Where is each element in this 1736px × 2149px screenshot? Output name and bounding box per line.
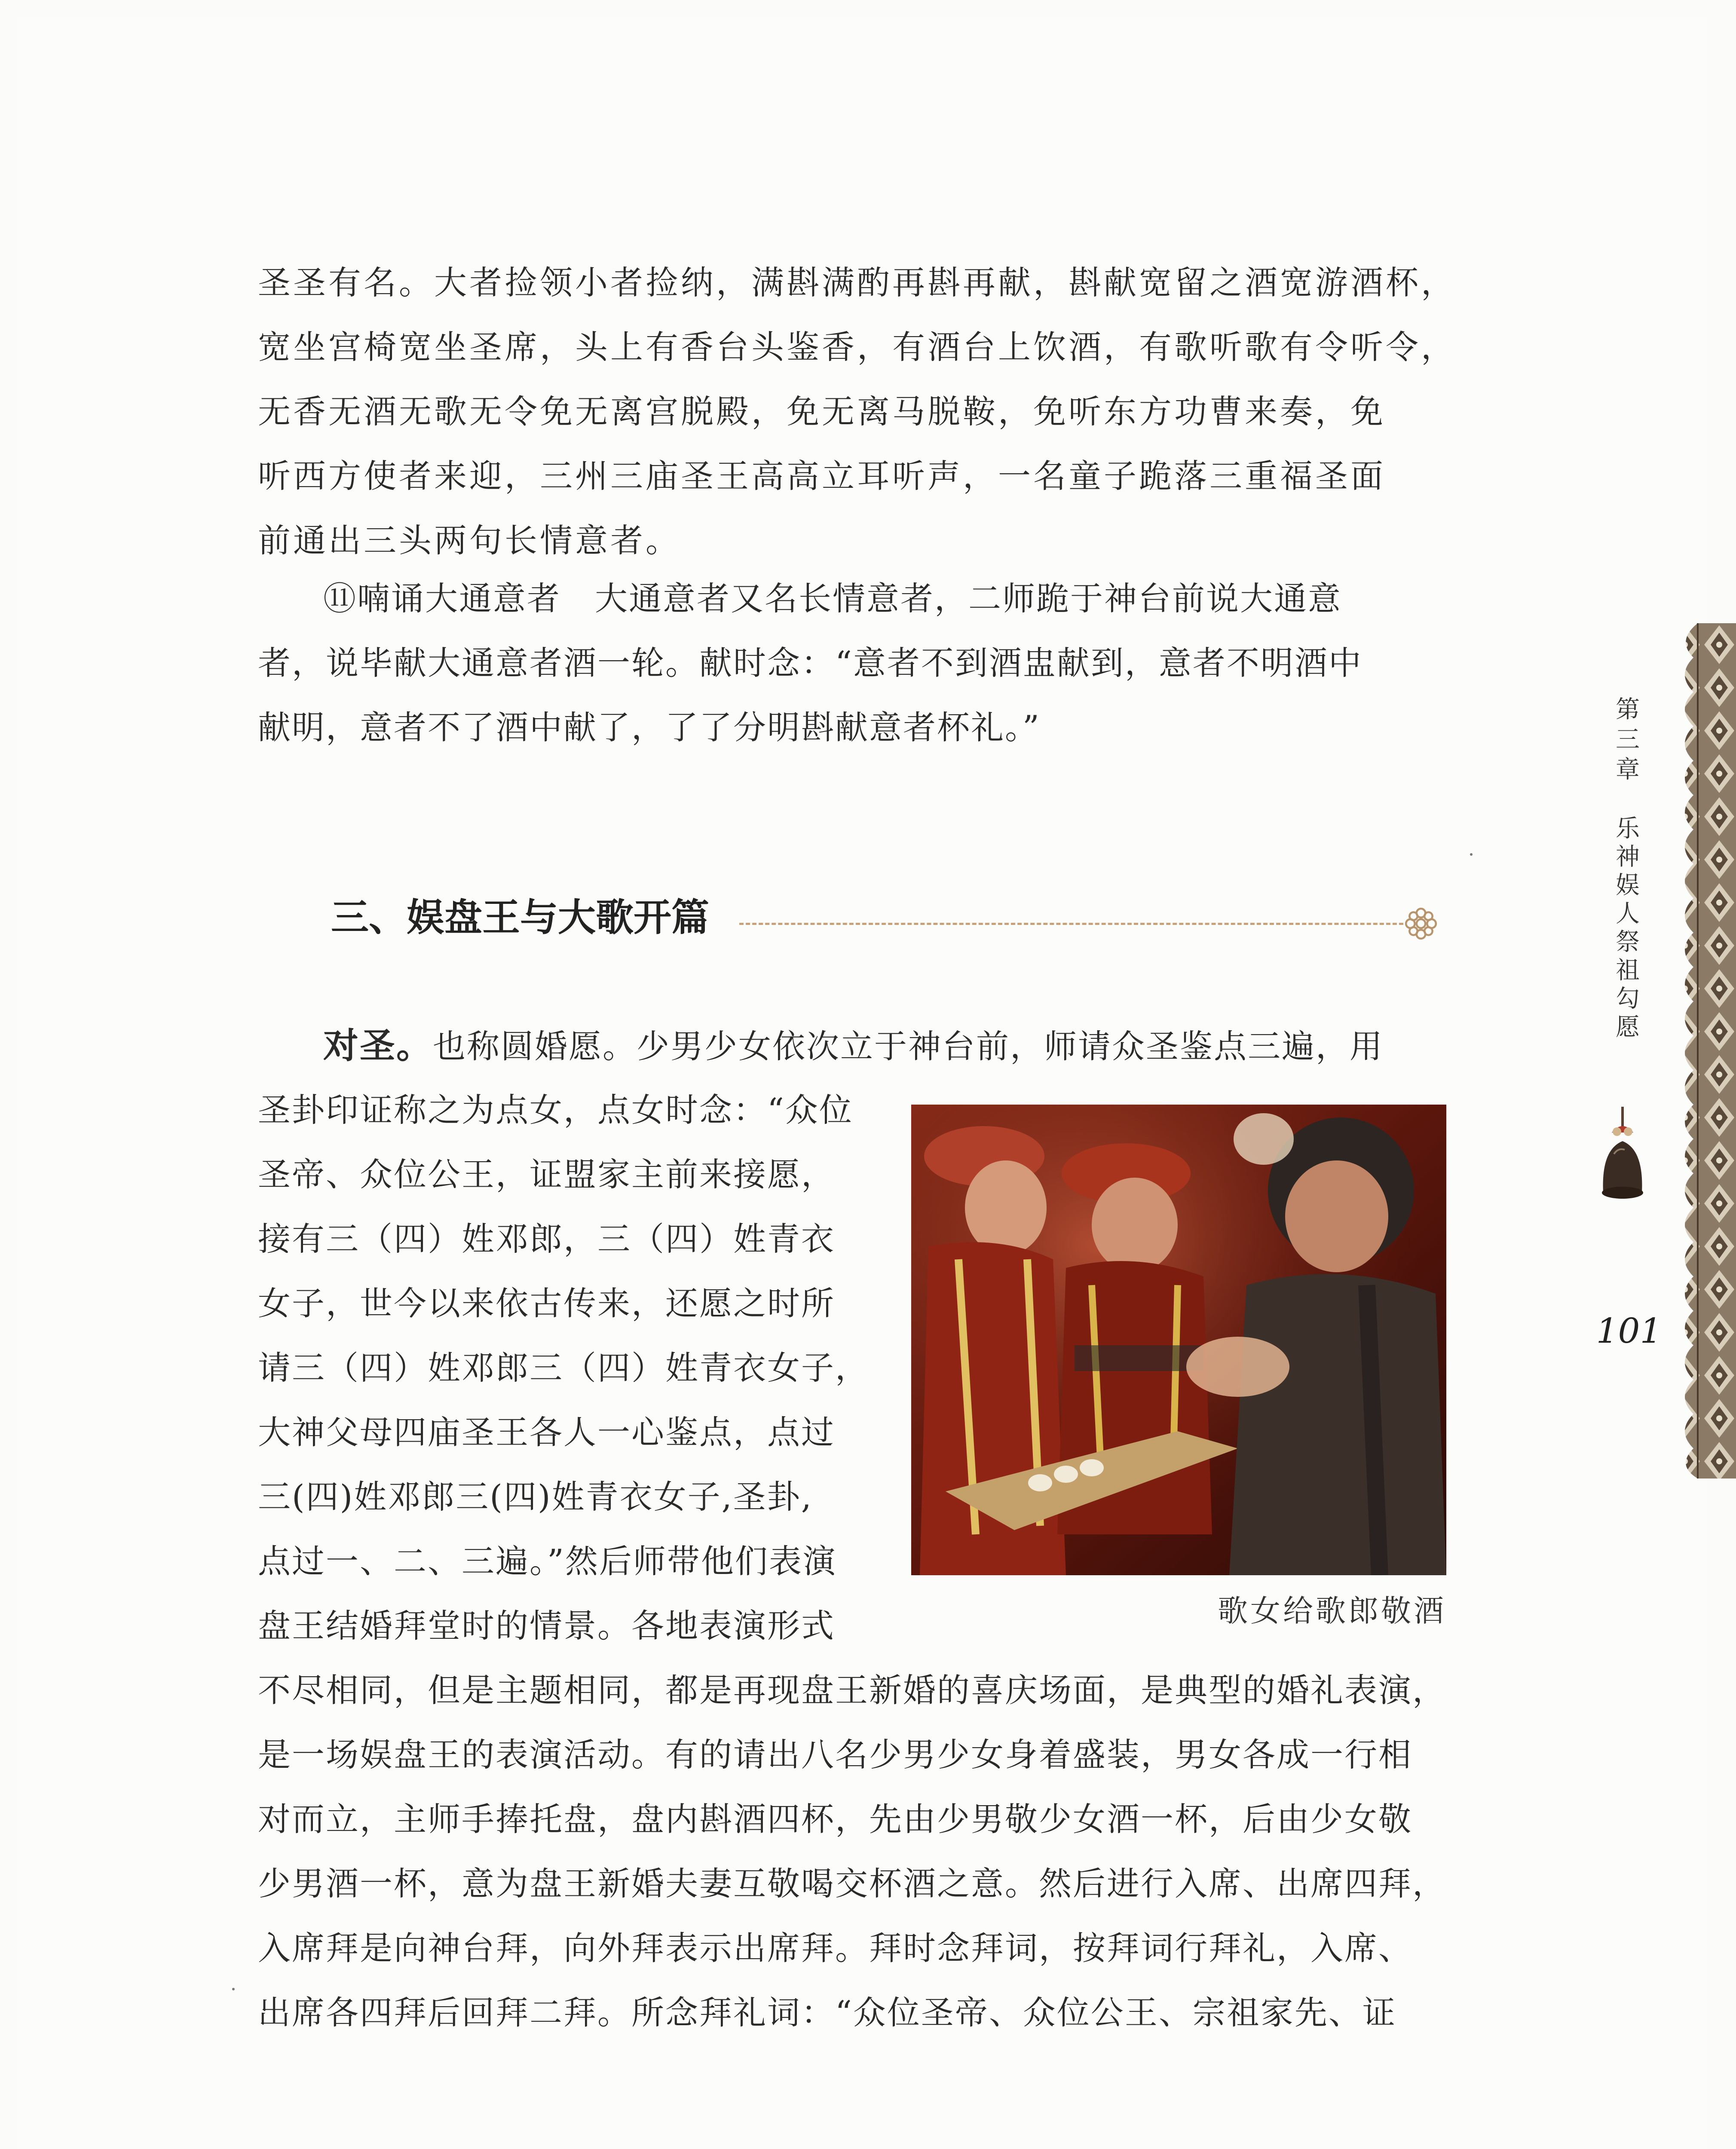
scan-speck <box>1470 853 1473 856</box>
photo-illustration <box>911 1105 1446 1575</box>
chapter-title-text: 乐神娱人祭祖勾愿 <box>1612 815 1640 1042</box>
body-line: 对而立，主师手捧托盘，盘内斟酒四杯，先由少男敬少女酒一杯，后由少女敬 <box>258 1800 1412 1838</box>
bell-ornament-icon <box>1586 1102 1659 1206</box>
body-line: 无香无酒无歌无令免无离宫脱殿，免无离马脱鞍，免听东方功曹来奏，免 <box>258 392 1386 431</box>
body-line: 圣圣有名。大者捡领小者捡纳，满斟满酌再斟再献，斟献宽留之酒宽游酒杯， <box>258 263 1456 302</box>
chapter-label-text: 第三章 <box>1612 696 1640 787</box>
lead-term: 对圣。 <box>323 1025 433 1066</box>
body-line: 大神父母四庙圣王各人一心鉴点，点过 <box>258 1413 835 1451</box>
scan-speck <box>232 1988 235 1990</box>
running-head <box>1595 696 1656 1050</box>
body-line: 宽坐宫椅宽坐圣席，头上有香台头鉴香，有酒台上饮酒，有歌听歌有令听令， <box>258 328 1456 366</box>
ceremony-photo <box>911 1105 1446 1575</box>
body-line: 圣卦印证称之为点女，点女时念：“众位 <box>258 1091 853 1129</box>
body-line: 不尽相同，但是主题相同，都是再现盘王新婚的喜庆场面，是典型的婚礼表演， <box>258 1671 1446 1709</box>
body-line: 献明，意者不了酒中献了，了了分明斟献意者杯礼。” <box>258 708 1041 747</box>
body-line: 者，说毕献大通意者酒一轮。献时念：“意者不到酒盅献到，意者不明酒中 <box>258 644 1362 682</box>
body-line: 少男酒一杯，意为盘王新婚夫妻互敬喝交杯酒之意。然后进行入席、出席四拜， <box>258 1864 1446 1903</box>
body-line: 听西方使者来迎，三州三庙圣王高高立耳听声，一名童子跪落三重福圣面 <box>258 457 1386 495</box>
body-line: 前通出三头两句长情意者。 <box>258 521 681 560</box>
lead-rest: 也称圆婚愿。少男少女依次立于神台前，师请众圣鉴点三遍，用 <box>433 1027 1384 1065</box>
page-number: 101 <box>1596 1311 1662 1351</box>
body-line: 是一场娱盘王的表演活动。有的请出八名少男少女身着盛装，男女各成一行相 <box>258 1736 1412 1774</box>
body-line: 盘王结婚拜堂时的情景。各地表演形式 <box>258 1607 835 1645</box>
decorative-side-band <box>1668 623 1736 1479</box>
lead-line <box>323 1025 1444 1066</box>
body-line: 点过一、二、三遍。”然后师带他们表演 <box>258 1542 837 1580</box>
heading-dashed-rule <box>739 923 1403 925</box>
photo-caption: 歌女给歌郎敬酒 <box>1218 1593 1446 1629</box>
body-line: 入席拜是向神台拜，向外拜表示出席拜。拜时念拜词，按拜词行拜礼，入席、 <box>258 1929 1412 1967</box>
section-heading: 三、娱盘王与大歌开篇 <box>331 895 710 940</box>
chapter-label <box>1595 696 1656 794</box>
body-line: ⑪喃诵大通意者 大通意者又名长情意者，二师跪于神台前说大通意 <box>323 579 1342 618</box>
body-line: 三(四)姓邓郎三(四)姓青衣女子,圣卦, <box>258 1478 813 1516</box>
body-line: 出席各四拜后回拜二拜。所念拜礼词：“众位圣帝、众位公王、宗祖家先、证 <box>258 1993 1396 2032</box>
body-line: 圣帝、众位公王，证盟家主前来接愿， <box>258 1155 835 1194</box>
chapter-title <box>1595 815 1656 1050</box>
body-line: 女子，世今以来依古传来，还愿之时所 <box>258 1284 835 1322</box>
body-line: 请三（四）姓邓郎三（四）姓青衣女子， <box>258 1349 869 1387</box>
flower-ornament-icon <box>1403 906 1439 941</box>
body-line: 接有三（四）姓邓郎，三（四）姓青衣 <box>258 1220 835 1258</box>
